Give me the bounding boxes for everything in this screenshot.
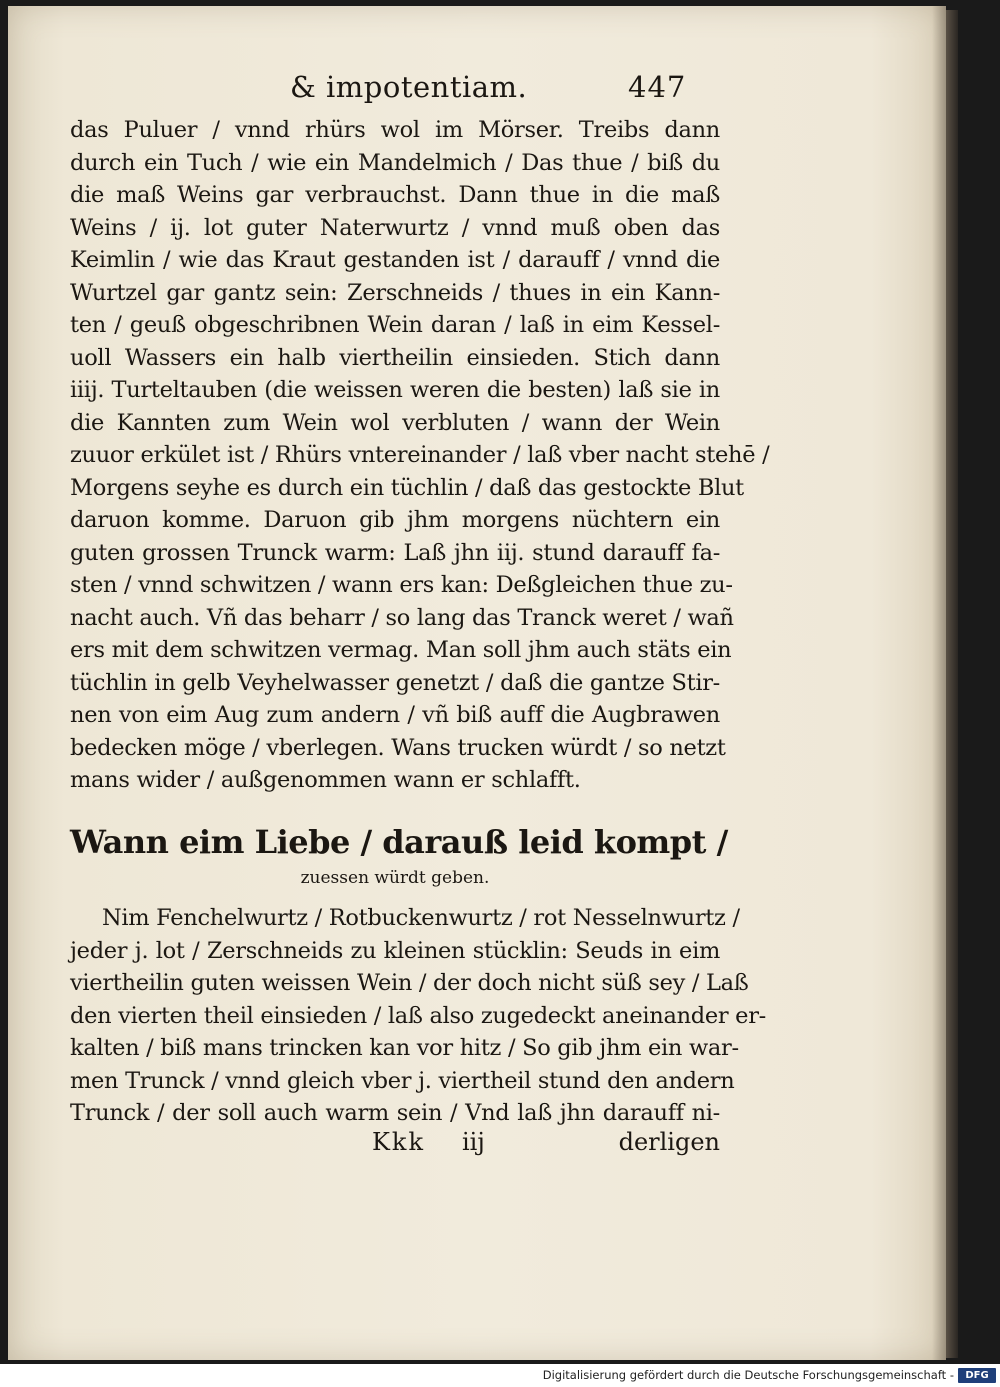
text-line: uoll Wassers ein halb viertheilin einsieden. Stich dann [70, 344, 720, 371]
signature-mark: Kkk [372, 1128, 426, 1156]
text-line: durch ein Tuch / wie ein Mandelmich / Das thue / biß du [70, 149, 720, 176]
signature-row [70, 1128, 720, 1164]
text-line: Wurtzel gar gantz sein: Zerschneids / thues in ein Kann- [70, 279, 720, 306]
text-line: mans wider / außgenommen wann er schlafft. [70, 767, 581, 793]
text-line: daruon komme. Daruon gib jhm morgens nüchtern ein [70, 507, 720, 533]
text-line: iiij. Turteltauben (die weissen weren die besten) laß sie in [70, 377, 720, 403]
text-line: nacht auch. Vñ das beharr / so lang das Tranck weret / wañ [70, 604, 734, 631]
dfg-logo: DFG [958, 1368, 996, 1383]
book-page [8, 6, 946, 1360]
text-line: den vierten theil einsieden / laß also zugedeckt aneinander er- [70, 1002, 766, 1029]
page-edge-shadow [946, 10, 958, 1358]
text-line: bedecken möge / vberlegen. Wans trucken würdt / so netzt [70, 734, 726, 761]
running-head: & impotentiam. [290, 70, 528, 104]
text-line: ten / geuß obgeschribnen Wein daran / laß in eim Kessel- [70, 312, 720, 338]
text-line: die maß Weins gar verbrauchst. Dann thue in die maß [70, 182, 720, 208]
text-line: Keimlin / wie das Kraut gestanden ist / darauff / vnnd die [70, 247, 720, 273]
paragraph-1 [70, 114, 770, 797]
gathering-number: iij [462, 1128, 485, 1156]
text-line: Weins / ij. lot guter Naterwurtz / vnnd muß oben das [70, 214, 720, 241]
catchword: derligen [618, 1128, 720, 1156]
text-line: tüchlin in gelb Veyhelwasser genetzt / daß die gantze Stir- [70, 669, 720, 696]
text-line: zuuor erkület ist / Rhürs vntereinander / laß vber nacht stehē / [70, 442, 770, 468]
footer-credit: Digitalisierung gefördert durch die Deutsche Forschungsgemeinschaft - [542, 1368, 954, 1382]
page-number: 447 [628, 70, 687, 104]
section-subheading: zuessen würdt geben. [300, 868, 490, 888]
text-line: Nim Fenchelwurtz / Rotbuckenwurtz / rot Nesselnwurtz / [102, 905, 740, 931]
text-line: sten / vnnd schwitzen / wann ers kan: Deßgleichen thue zu- [70, 572, 733, 598]
text-line: men Trunck / vnnd gleich vber j. viertheil stund den andern [70, 1067, 735, 1094]
page-header [68, 70, 718, 110]
text-line: Trunck / der soll auch warm sein / Vnd laß jhn darauff ni- [70, 1100, 720, 1126]
text-line: jeder j. lot / Zerschneids zu kleinen stücklin: Seuds in eim [70, 937, 720, 964]
section-heading: Wann eim Liebe / darauß leid kompt / [70, 823, 728, 861]
text-line: viertheilin guten weissen Wein / der doch nicht süß sey / Laß [70, 970, 749, 996]
text-line: die Kannten zum Wein wol verbluten / wann der Wein [70, 409, 720, 436]
digitization-footer [0, 1364, 1000, 1387]
paragraph-2 [70, 902, 766, 1130]
text-line: das Puluer / vnnd rhürs wol im Mörser. Treibs dann [70, 117, 720, 143]
text-line: nen von eim Aug zum andern / vñ biß auff die Augbrawen [70, 702, 720, 728]
text-line: kalten / biß mans trincken kan vor hitz / So gib jhm ein war- [70, 1035, 739, 1061]
text-line: guten grossen Trunck warm: Laß jhn iij. stund darauff fa- [70, 539, 720, 566]
text-line: Morgens seyhe es durch ein tüchlin / daß das gestockte Blut [70, 474, 744, 501]
text-line: ers mit dem schwitzen vermag. Man soll jhm auch stäts ein [70, 637, 732, 663]
